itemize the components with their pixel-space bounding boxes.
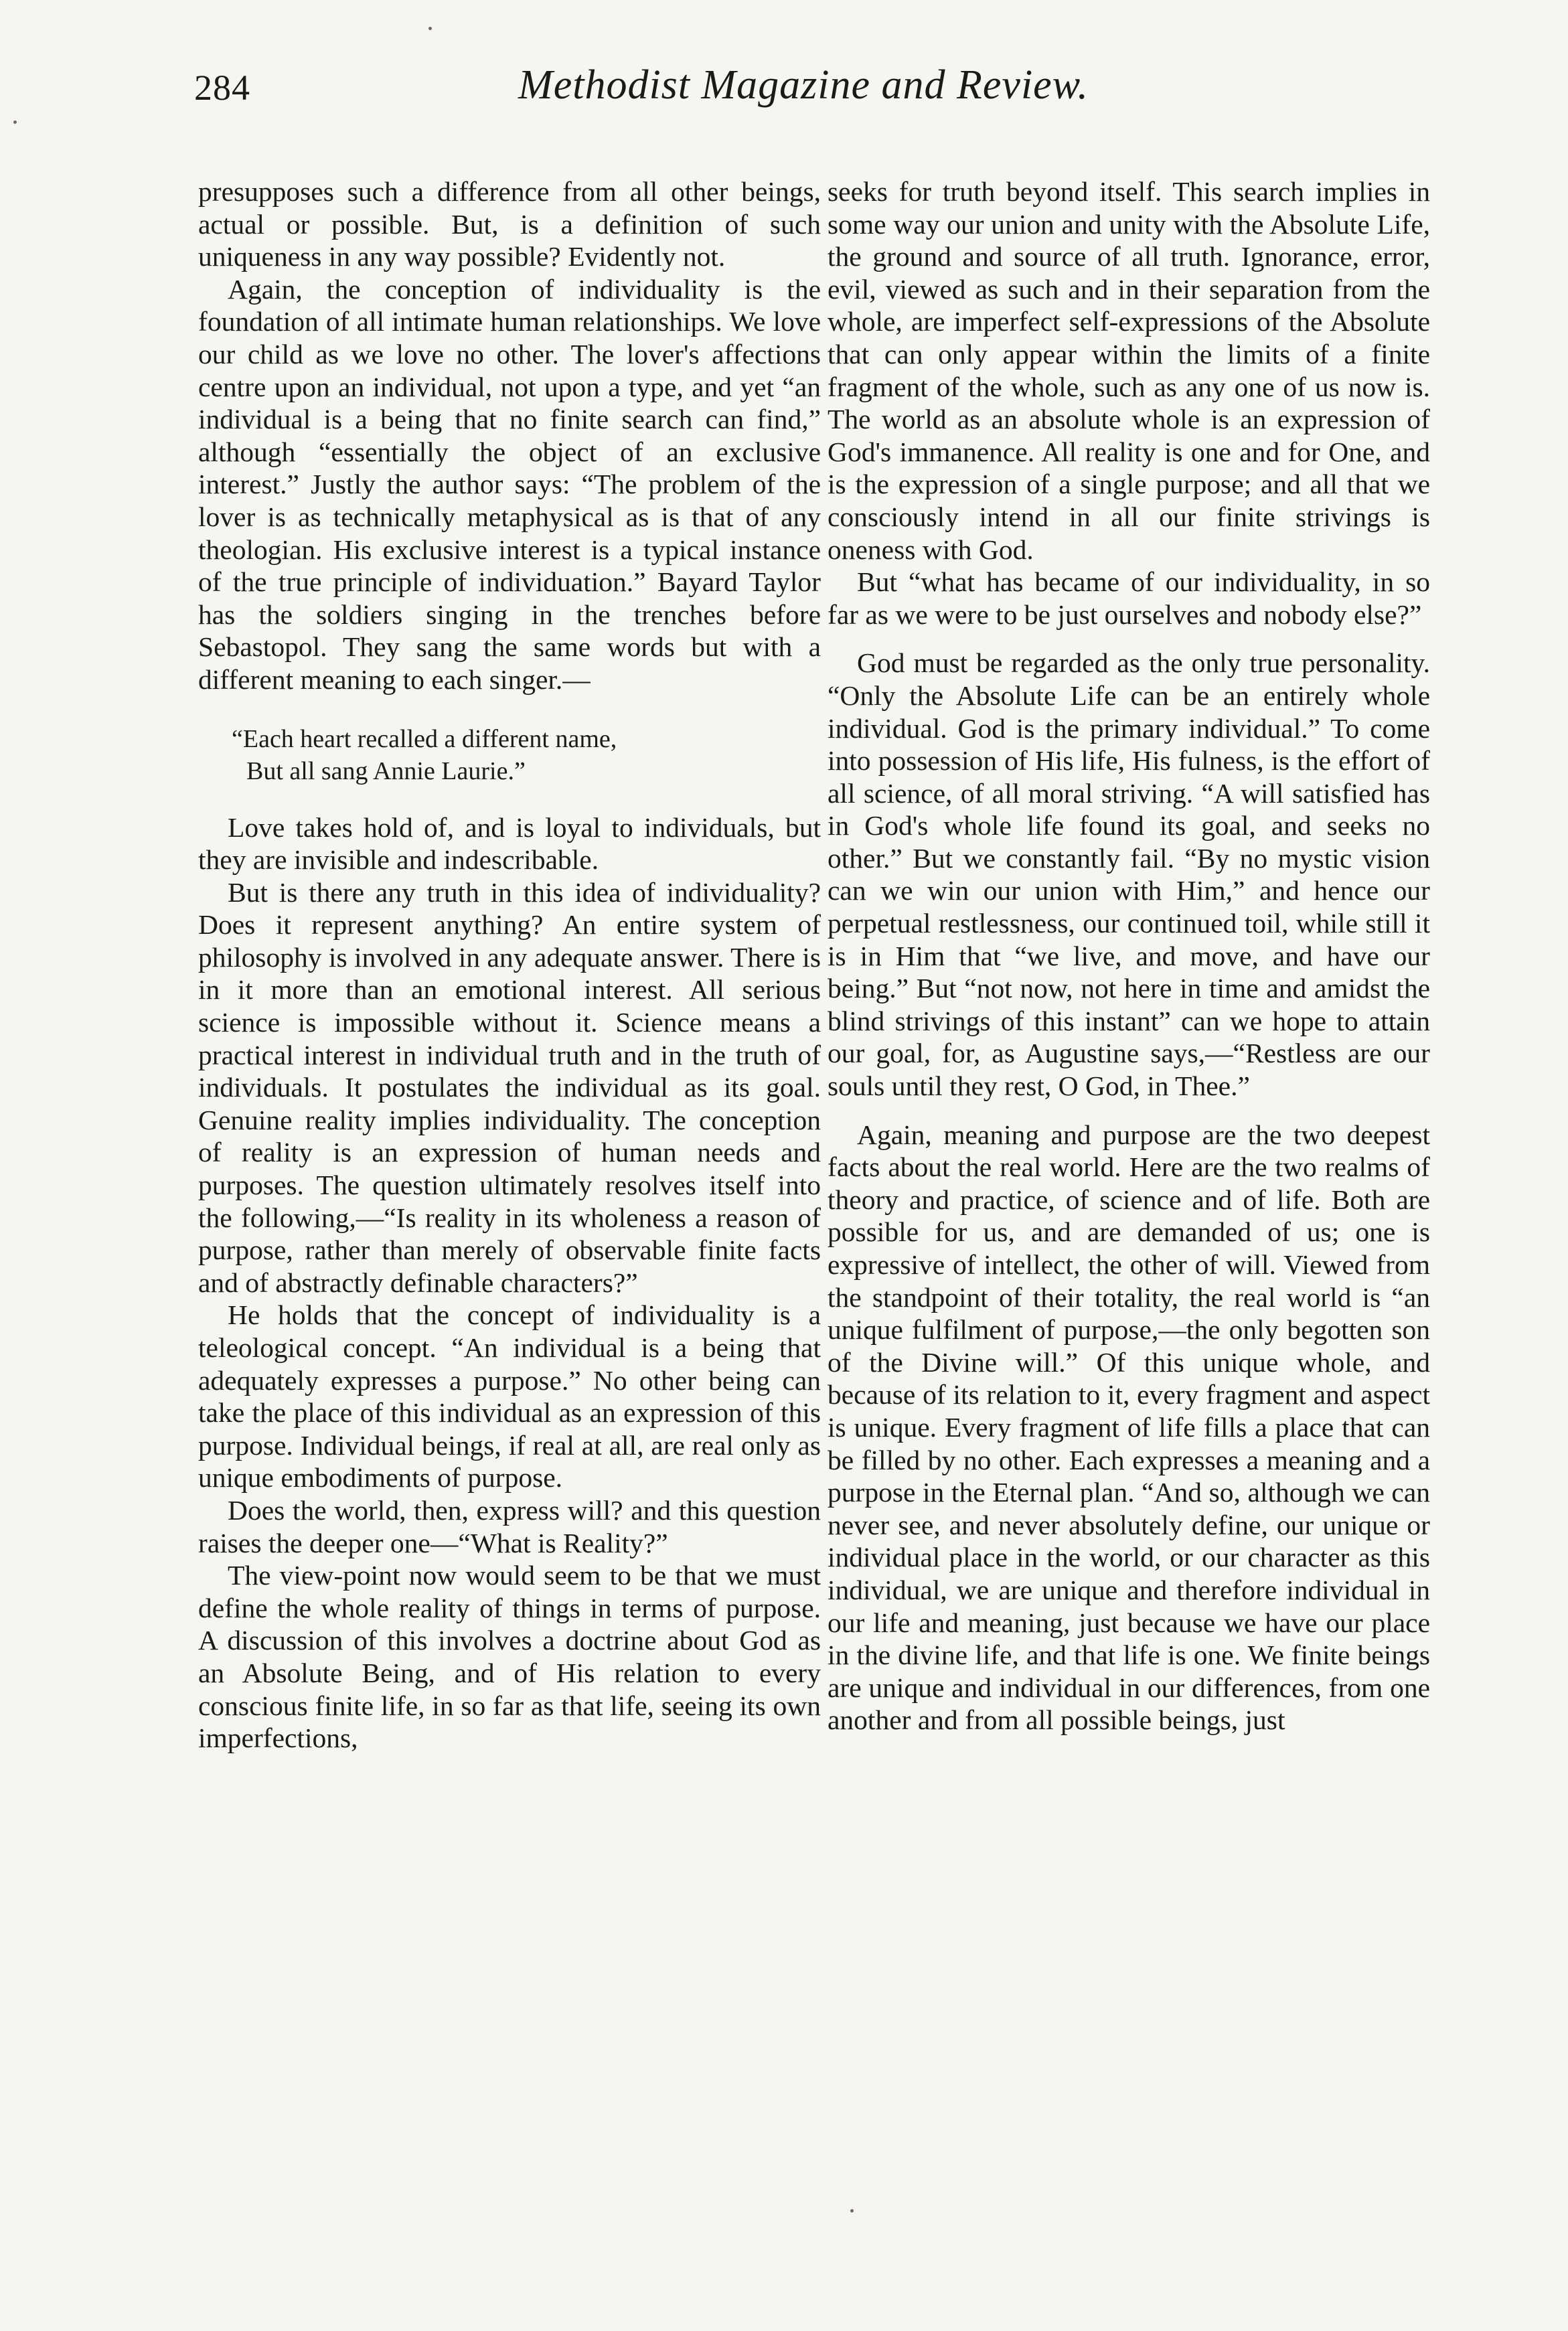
paragraph: The view-point now would seem to be that we must define the whole reality of things in terms of purpose. A discussion of this involves a doctrine about God as an Absolute Being, and of His relation to every conscious finite life, in so far as that life, seeing its own imperfections, (198, 1560, 821, 1754)
paragraph: He holds that the concept of individuality is a teleological concept. “An individual is a being that adequately expresses a purpose.” No other being can take the place of this individual as an expression of this purpose. Individual beings, if real at all, are real only as unique embodiments of purpose. (198, 1299, 821, 1494)
print-speck (850, 2209, 854, 2213)
paragraph: But “what has became of our individuality, in so far as we were to be just ourselves and nobody else?” (828, 566, 1430, 630)
page-header (194, 58, 1413, 138)
right-column (828, 175, 1430, 1737)
verse-line: But all sang Annie Laurie.” (246, 756, 526, 785)
paragraph: presupposes such a difference from all other beings, actual or possible. But, is a definition of such uniqueness in any way possible? Evidently not. (198, 176, 821, 272)
verse-line: “Each heart recalled a different name, (232, 724, 617, 753)
print-speck (13, 120, 17, 124)
left-column (198, 175, 821, 1755)
paragraph: Does the world, then, express will? and this question raises the deeper one—“What is Reality?” (198, 1494, 821, 1558)
paragraph: God must be regarded as the only true personality. “Only the Absolute Life can be an entirely whole individual. God is the primary individual.” To come into possession of His life, His fulness, is the effort of all science, of all moral striving. “A will satisfied has in God's whole life found its goal, and seeks no other.” But we constantly fail. “By no mystic vision can we win our union with Him,” and hence our perpetual restlessness, our continued toil, while still it is in Him that “we live, and move, and have our being.” But “not now, not here in time and amidst the blind strivings of this instant” can we hope to attain our goal, for, as Augustine says,—“Restless are our souls until they rest, O God, in Thee.” (828, 647, 1430, 1102)
verse-quotation (232, 723, 821, 787)
paragraph: But is there any truth in this idea of individuality? Does it represent anything? An entire system of philosophy is involved in any adequate answer. There is in it more than an emotional interest. All serious science is impossible without it. Science means a practical interest in individual truth and in the truth of individuals. It postulates the individual as its goal. Genuine reality implies individuality. The conception of reality is an expression of human needs and purposes. The question ultimately resolves itself into the following,—“Is reality in its wholeness a reason of purpose, rather than merely of observable finite facts and of abstractly definable characters?” (198, 876, 821, 1298)
page-number: 284 (194, 68, 250, 108)
print-speck (428, 27, 432, 30)
paragraph: seeks for truth beyond itself. This search implies in some way our union and unity with the Absolute Life, the ground and source of all truth. Ignorance, error, evil, viewed as such and in their separation from the whole, are imperfect self-expressions of the Absolute that can only appear within the limits of a finite fragment of the whole, such as any one of us now is. The world as an absolute whole is an expression of God's immanence. All reality is one and for One, and is the expression of a single purpose; and all that we consciously intend in all our finite strivings is oneness with God. (828, 176, 1430, 565)
paragraph: Again, the conception of individuality is the foundation of all intimate human relationships. We love our child as we love no other. The lover's affections centre upon an individual, not upon a type, and yet “an individual is a being that no finite search can find,” although “essentially the object of an exclusive interest.” Justly the author says: “The problem of the lover is as technically metaphysical as is that of any theologian. His exclusive interest is a typical instance of the true principle of individuation.” Bayard Taylor has the soldiers singing in the trenches before Sebastopol. They sang the same words but with a different meaning to each singer.— (198, 273, 821, 695)
paragraph: Love takes hold of, and is loyal to individuals, but they are invisible and indescribable. (198, 811, 821, 876)
running-title: Methodist Magazine and Review. (518, 62, 1089, 108)
paragraph: Again, meaning and purpose are the two deepest facts about the real world. Here are the two realms of theory and practice, of science and of life. Both are possible for us, and are demanded of us; one is expressive of intellect, the other of will. Viewed from the standpoint of their totality, the real world is “an unique fulfilment of purpose,—the only begotten son of the Divine will.” Of this unique whole, and because of its relation to it, every fragment and aspect is unique. Every fragment of life fills a place that can be filled by no other. Each expresses a meaning and a purpose in the Eternal plan. “And so, although we can never see, and never absolutely define, our unique or individual place in the world, or our character as this individual, we are unique and therefore individual in our life and meaning, just because we have our place in the divine life, and that life is one. We finite beings are unique and individual in our differences, from one another and from all possible beings, just (828, 1119, 1430, 1736)
